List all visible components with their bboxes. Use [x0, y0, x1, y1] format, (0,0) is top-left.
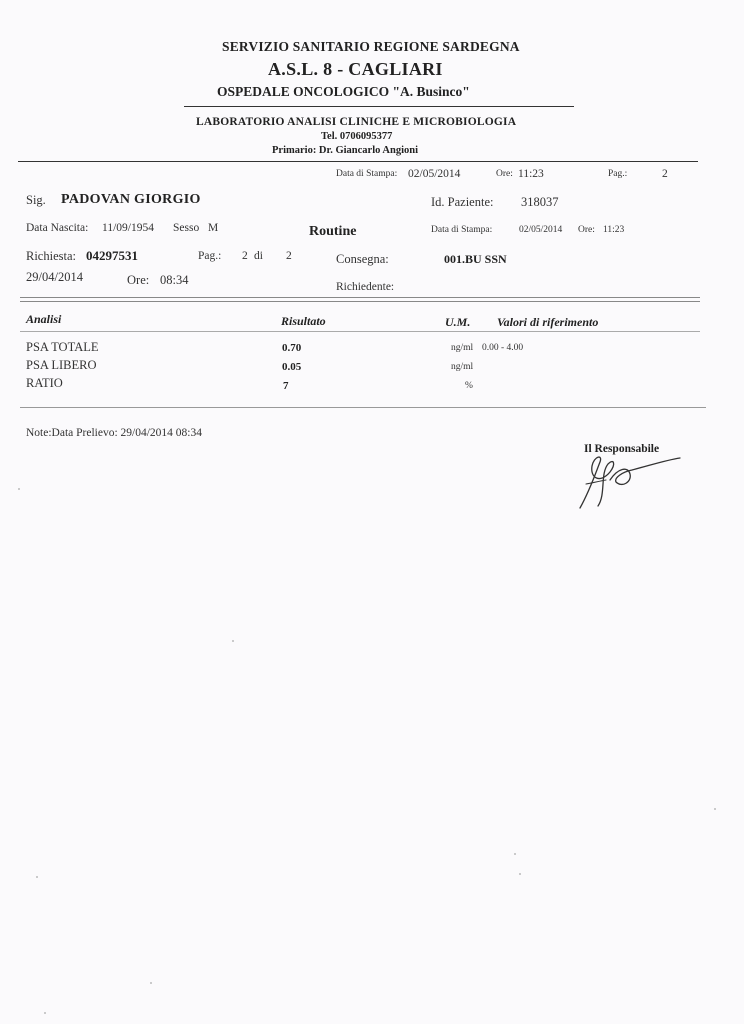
birth-date-value: 11/09/1954: [102, 222, 154, 234]
result-unit: ng/ml: [451, 343, 474, 353]
report-print-time-label: Ore:: [578, 225, 595, 235]
request-date: 29/04/2014: [26, 270, 83, 284]
signature-label: Il Responsabile: [584, 443, 660, 455]
result-name: PSA TOTALE: [26, 340, 99, 354]
scan-speck: [36, 876, 38, 878]
report-print-date-label: Data di Stampa:: [431, 225, 493, 235]
print-date-label: Data di Stampa:: [336, 169, 398, 179]
table-top-divider-1: [20, 297, 700, 298]
patient-id-label: Id. Paziente:: [431, 195, 494, 209]
report-print-time-value: 11:23: [603, 225, 625, 235]
header-asl: A.S.L. 8 - CAGLIARI: [268, 59, 443, 79]
print-time-label: Ore:: [496, 169, 513, 179]
header-divider: [184, 106, 574, 107]
result-ref-range: 0.00 - 4.00: [482, 343, 524, 353]
print-page-label: Pag.:: [608, 169, 628, 179]
print-page-value: 2: [662, 168, 668, 180]
report-print-date-value: 02/05/2014: [519, 225, 563, 235]
print-time-value: 11:23: [518, 168, 544, 180]
scan-speck: [519, 873, 521, 875]
table-header-divider: [20, 331, 700, 332]
request-time-value: 08:34: [160, 273, 189, 287]
routine-label: Routine: [309, 224, 357, 239]
lab-tel: Tel. 0706095377: [321, 131, 393, 142]
page-number: 2: [242, 250, 248, 262]
delivery-label: Consegna:: [336, 252, 389, 266]
result-value: 0.70: [282, 342, 302, 354]
signature-image: [570, 450, 690, 514]
lab-name: LABORATORIO ANALISI CLINICHE E MICROBIOLOGIA: [196, 116, 517, 128]
request-label: Richiesta:: [26, 249, 76, 263]
scan-speck: [514, 853, 516, 855]
main-divider: [18, 161, 698, 162]
page-of: di: [254, 250, 263, 262]
col-header-um: U.M.: [445, 315, 471, 329]
birth-date-label: Data Nascita:: [26, 222, 89, 234]
scan-speck: [18, 488, 20, 490]
request-time-label: Ore:: [127, 273, 150, 287]
scan-speck: [44, 1012, 46, 1014]
sex-label: Sesso: [173, 222, 200, 234]
request-number: 04297531: [86, 248, 138, 263]
col-header-analisi: Analisi: [26, 312, 62, 326]
col-header-valori: Valori di riferimento: [497, 315, 599, 329]
result-value: 7: [283, 380, 289, 392]
delivery-value: 001.BU SSN: [444, 252, 507, 266]
patient-name: PADOVAN GIORGIO: [61, 192, 201, 207]
table-top-divider-2: [20, 301, 700, 302]
scan-speck: [232, 640, 234, 642]
result-unit: %: [465, 381, 473, 391]
table-bottom-divider: [20, 407, 706, 408]
page-total: 2: [286, 250, 292, 262]
lab-primario: Primario: Dr. Giancarlo Angioni: [272, 145, 419, 156]
result-name: PSA LIBERO: [26, 358, 97, 372]
result-name: RATIO: [26, 376, 63, 390]
header-region: SERVIZIO SANITARIO REGIONE SARDEGNA: [222, 39, 520, 54]
result-value: 0.05: [282, 361, 302, 373]
scan-speck: [714, 808, 716, 810]
scan-speck: [150, 982, 152, 984]
col-header-risultato: Risultato: [281, 314, 326, 328]
header-hospital: OSPEDALE ONCOLOGICO "A. Businco": [217, 84, 470, 99]
patient-id-value: 318037: [521, 195, 559, 209]
print-date-value: 02/05/2014: [408, 168, 461, 180]
patient-title-label: Sig.: [26, 193, 46, 207]
sex-value: M: [208, 222, 219, 234]
requester-label: Richiedente:: [336, 281, 395, 293]
result-unit: ng/ml: [451, 362, 474, 372]
page-label: Pag.:: [198, 250, 222, 262]
note-text: Note:Data Prelievo: 29/04/2014 08:34: [26, 427, 202, 439]
